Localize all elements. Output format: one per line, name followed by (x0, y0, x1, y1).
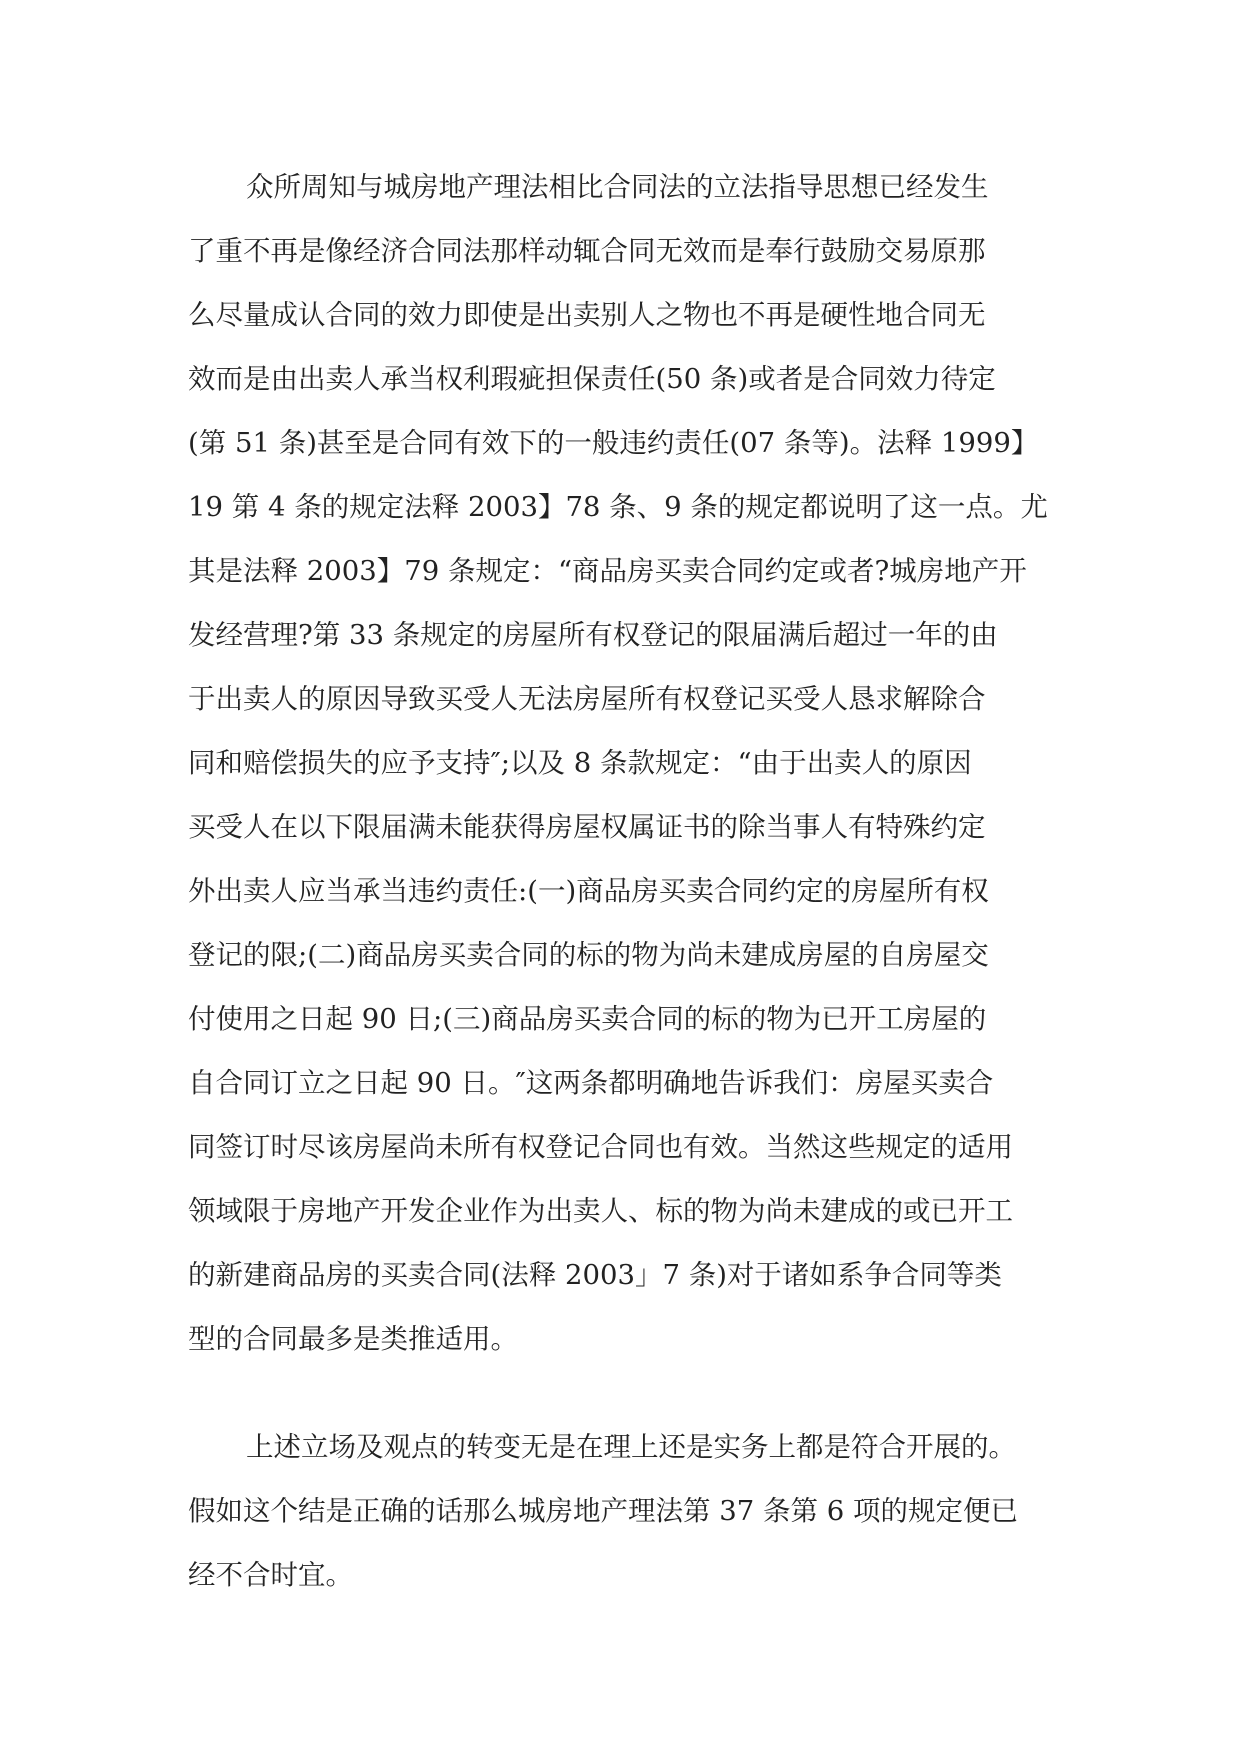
paragraph-1-line: 效而是由出卖人承当权利瑕疵担保责任(50 条)或者是合同效力待定 (188, 363, 996, 395)
paragraph-1-line: 自合同订立之日起 90 日。″这两条都明确地告诉我们：房屋买卖合 (188, 1067, 994, 1099)
paragraph-2-line: 假如这个结是正确的话那么城房地产理法第 37 条第 6 项的规定便已 (188, 1495, 1018, 1527)
paragraph-1-line: 型的合同最多是类推适用。 (188, 1323, 518, 1355)
paragraph-1 (188, 155, 1048, 1371)
paragraph-1-line: 登记的限;(二)商品房买卖合同的标的物为尚未建成房屋的自房屋交 (188, 939, 989, 971)
paragraph-1-line: (第 51 条)甚至是合同有效下的一般违约责任(07 条等)。法释 1999】 (188, 427, 1039, 459)
paragraph-1-line: 了重不再是像经济合同法那样动辄合同无效而是奉行鼓励交易原那 (188, 235, 986, 267)
paragraph-1-line: 外出卖人应当承当违约责任:(一)商品房买卖合同约定的房屋所有权 (188, 875, 989, 907)
paragraph-1-line: 领域限于房地产开发企业作为出卖人、标的物为尚未建成的或已开工 (188, 1195, 1013, 1227)
paragraph-1-line: 同签订时尽该房屋尚未所有权登记合同也有效。当然这些规定的适用 (188, 1131, 1013, 1163)
paragraph-2-line: 经不合时宜。 (188, 1559, 353, 1591)
paragraph-2-line: 上述立场及观点的转变无是在理上还是实务上都是符合开展的。 (246, 1431, 1016, 1463)
paragraph-2 (188, 1415, 1048, 1607)
paragraph-1-line: 付使用之日起 90 日;(三)商品房买卖合同的标的物为已开工房屋的 (188, 1003, 987, 1035)
paragraph-1-line: 同和赔偿损失的应予支持″;以及 8 条款规定：“由于出卖人的原因 (188, 747, 972, 779)
paragraph-1-line: 于出卖人的原因导致买受人无法房屋所有权登记买受人恳求解除合 (188, 683, 986, 715)
paragraph-1-line: 买受人在以下限届满未能获得房屋权属证书的除当事人有特殊约定 (188, 811, 986, 843)
paragraph-1-line: 众所周知与城房地产理法相比合同法的立法指导思想已经发生 (246, 171, 989, 203)
paragraph-1-line: 么尽量成认合同的效力即使是出卖别人之物也不再是硬性地合同无 (188, 299, 986, 331)
paragraph-1-line: 的新建商品房的买卖合同(法释 2003」7 条)对于诸如系争合同等类 (188, 1259, 1002, 1291)
paragraph-1-line: 19 第 4 条的规定法释 2003】78 条、9 条的规定都说明了这一点。尤 (188, 491, 1048, 523)
paragraph-1-line: 发经营理?第 33 条规定的房屋所有权登记的限届满后超过一年的由 (188, 619, 998, 651)
paragraph-1-line: 其是法释 2003】79 条规定：“商品房买卖合同约定或者?城房地产开 (188, 555, 1027, 587)
